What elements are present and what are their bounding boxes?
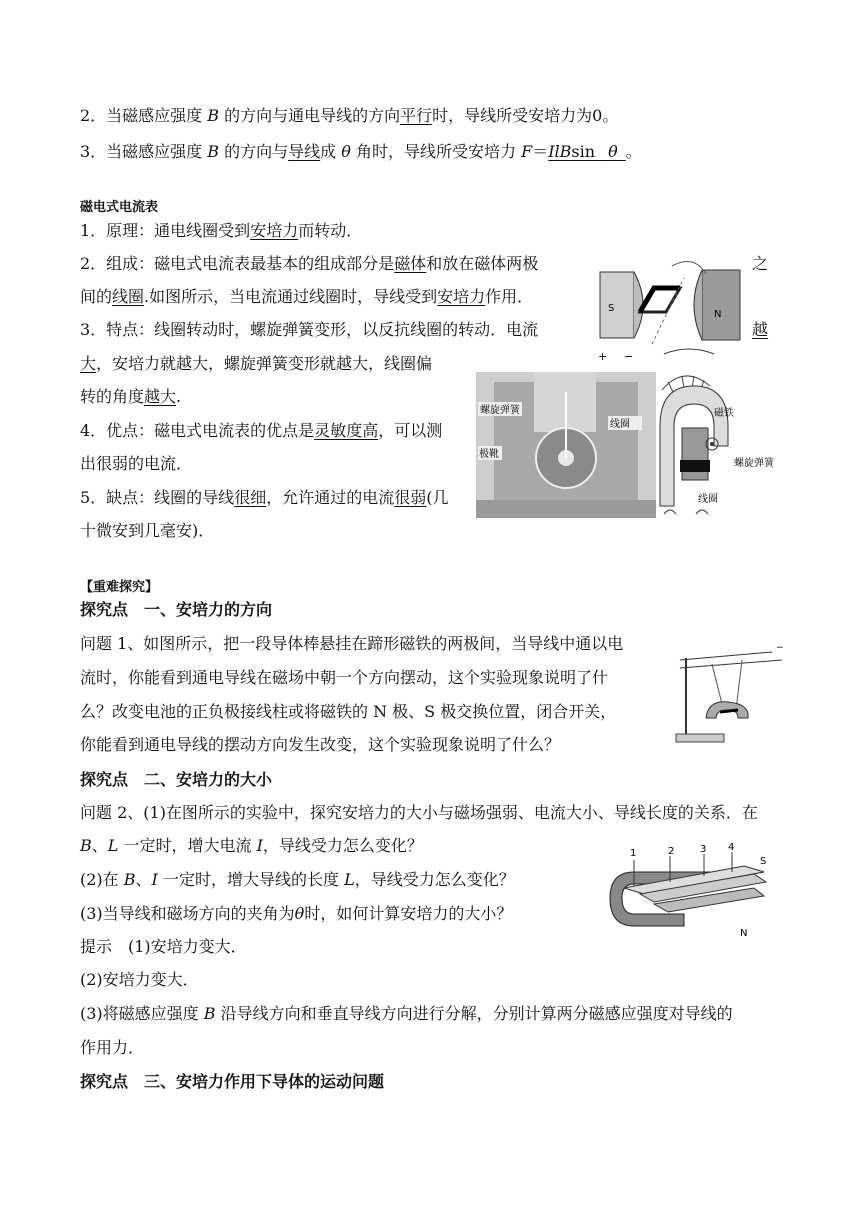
pole-s-label-2: S bbox=[760, 856, 767, 867]
meter-item-feature: 3．特点：线圈转动时，螺旋弹簧变形，以反抗线圈的转动．电流 bbox=[80, 320, 539, 339]
figure-meter-photo bbox=[476, 372, 656, 518]
question-2-line-b: B、L 一定时，增大电流 I，导线受力怎么变化？ bbox=[80, 836, 423, 855]
meter-item-feature-tail: 越 bbox=[752, 320, 769, 339]
figure-meter-diagram bbox=[654, 366, 814, 526]
figure-suspended-conductor bbox=[672, 638, 792, 748]
hint-3-line-b: 作用力． bbox=[80, 1038, 145, 1057]
pole-s-label: S bbox=[608, 303, 615, 314]
question-2-line-d: (3)当导线和磁场方向的夹角为θ时，如何计算安培力的大小？ bbox=[80, 904, 513, 923]
meter-item-composition-cont: 间的线圈.如图所示，当电流通过线圈时，导线受到安培力作用． bbox=[80, 287, 534, 306]
question-2-line-c: (2)在 B、I 一定时，增大导线的长度 L，导线受力怎么变化？ bbox=[80, 870, 515, 889]
meter-item-feature-cont: 大，安培力就越大，螺旋弹簧变形就越大，线圈偏 bbox=[80, 354, 433, 373]
hint-3-line-a: (3)将磁感应强度 B 沿导线方向和垂直导线方向进行分解，分别计算两分磁感应强度对导线的 bbox=[80, 1004, 733, 1023]
svg-text:−: − bbox=[776, 643, 784, 653]
paragraph-angle: 3．当磁感应强度 B 的方向与导线成 θ 角时，导线所受安培力 F＝IlBsin _θ_。 bbox=[80, 142, 642, 161]
meter-item-drawback: 5．缺点：线圈的导线很细，允许通过的电流很弱(几 bbox=[80, 488, 449, 507]
paragraph-parallel: 2．当磁感应强度 B 的方向与通电导线的方向平行时，导线所受安培力为0。 bbox=[80, 106, 619, 125]
coil-label-2: 线圈 bbox=[698, 494, 718, 505]
meter-item-drawback-cont: 十微安到几毫安)． bbox=[80, 521, 215, 540]
strip-4-label: 4 bbox=[728, 842, 735, 853]
strip-3-label: 3 bbox=[700, 844, 707, 855]
explore-point-3-heading: 探究点 三、安培力作用下导体的运动问题 bbox=[80, 1072, 385, 1091]
plus-label: + bbox=[598, 350, 608, 363]
question-1-line-b: 流时，你能看到通电导线在磁场中朝一个方向摆动，这个实验现象说明了什 bbox=[80, 668, 609, 687]
spring-label-1: 螺旋弹簧 bbox=[480, 405, 520, 416]
strip-2-label: 2 bbox=[668, 846, 675, 857]
meter-item-composition: 2．组成：磁电式电流表最基本的组成部分是磁体和放在磁体两极 bbox=[80, 254, 539, 273]
question-1-line-a: 问题 1、如图所示，把一段导体棒悬挂在蹄形磁铁的两极间，当导线中通以电 bbox=[80, 634, 624, 653]
pole-shoe-label: 极靴 bbox=[479, 449, 499, 460]
question-2-line-a: 问题 2、(1)在图所示的实验中，探究安培力的大小与磁场强弱、电流大小、导线长度的关系．在 bbox=[80, 803, 758, 822]
question-1-line-c: 么？改变电池的正负极接线柱或将磁铁的 N 极、S 极交换位置，闭合开关， bbox=[80, 702, 617, 721]
spring-label-2: 螺旋弹簧 bbox=[734, 458, 774, 469]
minus-label: − bbox=[624, 350, 634, 363]
section-title-explore: 【重难探究】 bbox=[80, 580, 159, 595]
figure-magnet-coil bbox=[594, 248, 746, 368]
question-1-line-d: 你能看到通电导线的摆动方向发生改变，这个实验现象说明了什么？ bbox=[80, 735, 561, 754]
magnet-label: 磁铁 bbox=[714, 408, 734, 419]
pole-n-label-2: N bbox=[740, 928, 748, 939]
coil-label-1: 线圈 bbox=[610, 419, 630, 430]
meter-item-principle: 1．原理：通电线圈受到安培力而转动． bbox=[80, 221, 363, 240]
pole-n-label: N bbox=[714, 309, 722, 320]
meter-item-advantage: 4．优点：磁电式电流表的优点是灵敏度高，可以测 bbox=[80, 421, 443, 440]
strip-1-label: 1 bbox=[630, 848, 637, 859]
hint-2: (2)安培力变大． bbox=[80, 970, 199, 989]
explore-point-1-heading: 探究点 一、安培力的方向 bbox=[80, 600, 273, 619]
meter-item-advantage-cont: 出很弱的电流． bbox=[80, 454, 193, 473]
meter-item-composition-tail: 之 bbox=[752, 254, 769, 273]
meter-item-feature-cont2: 转的角度越大. bbox=[80, 387, 182, 406]
explore-point-2-heading: 探究点 二、安培力的大小 bbox=[80, 770, 273, 789]
section-heading-meter: 磁电式电流表 bbox=[80, 200, 159, 215]
hint-1: 提示 (1)安培力变大． bbox=[80, 937, 247, 956]
figure-stacked-magnets bbox=[604, 842, 774, 942]
